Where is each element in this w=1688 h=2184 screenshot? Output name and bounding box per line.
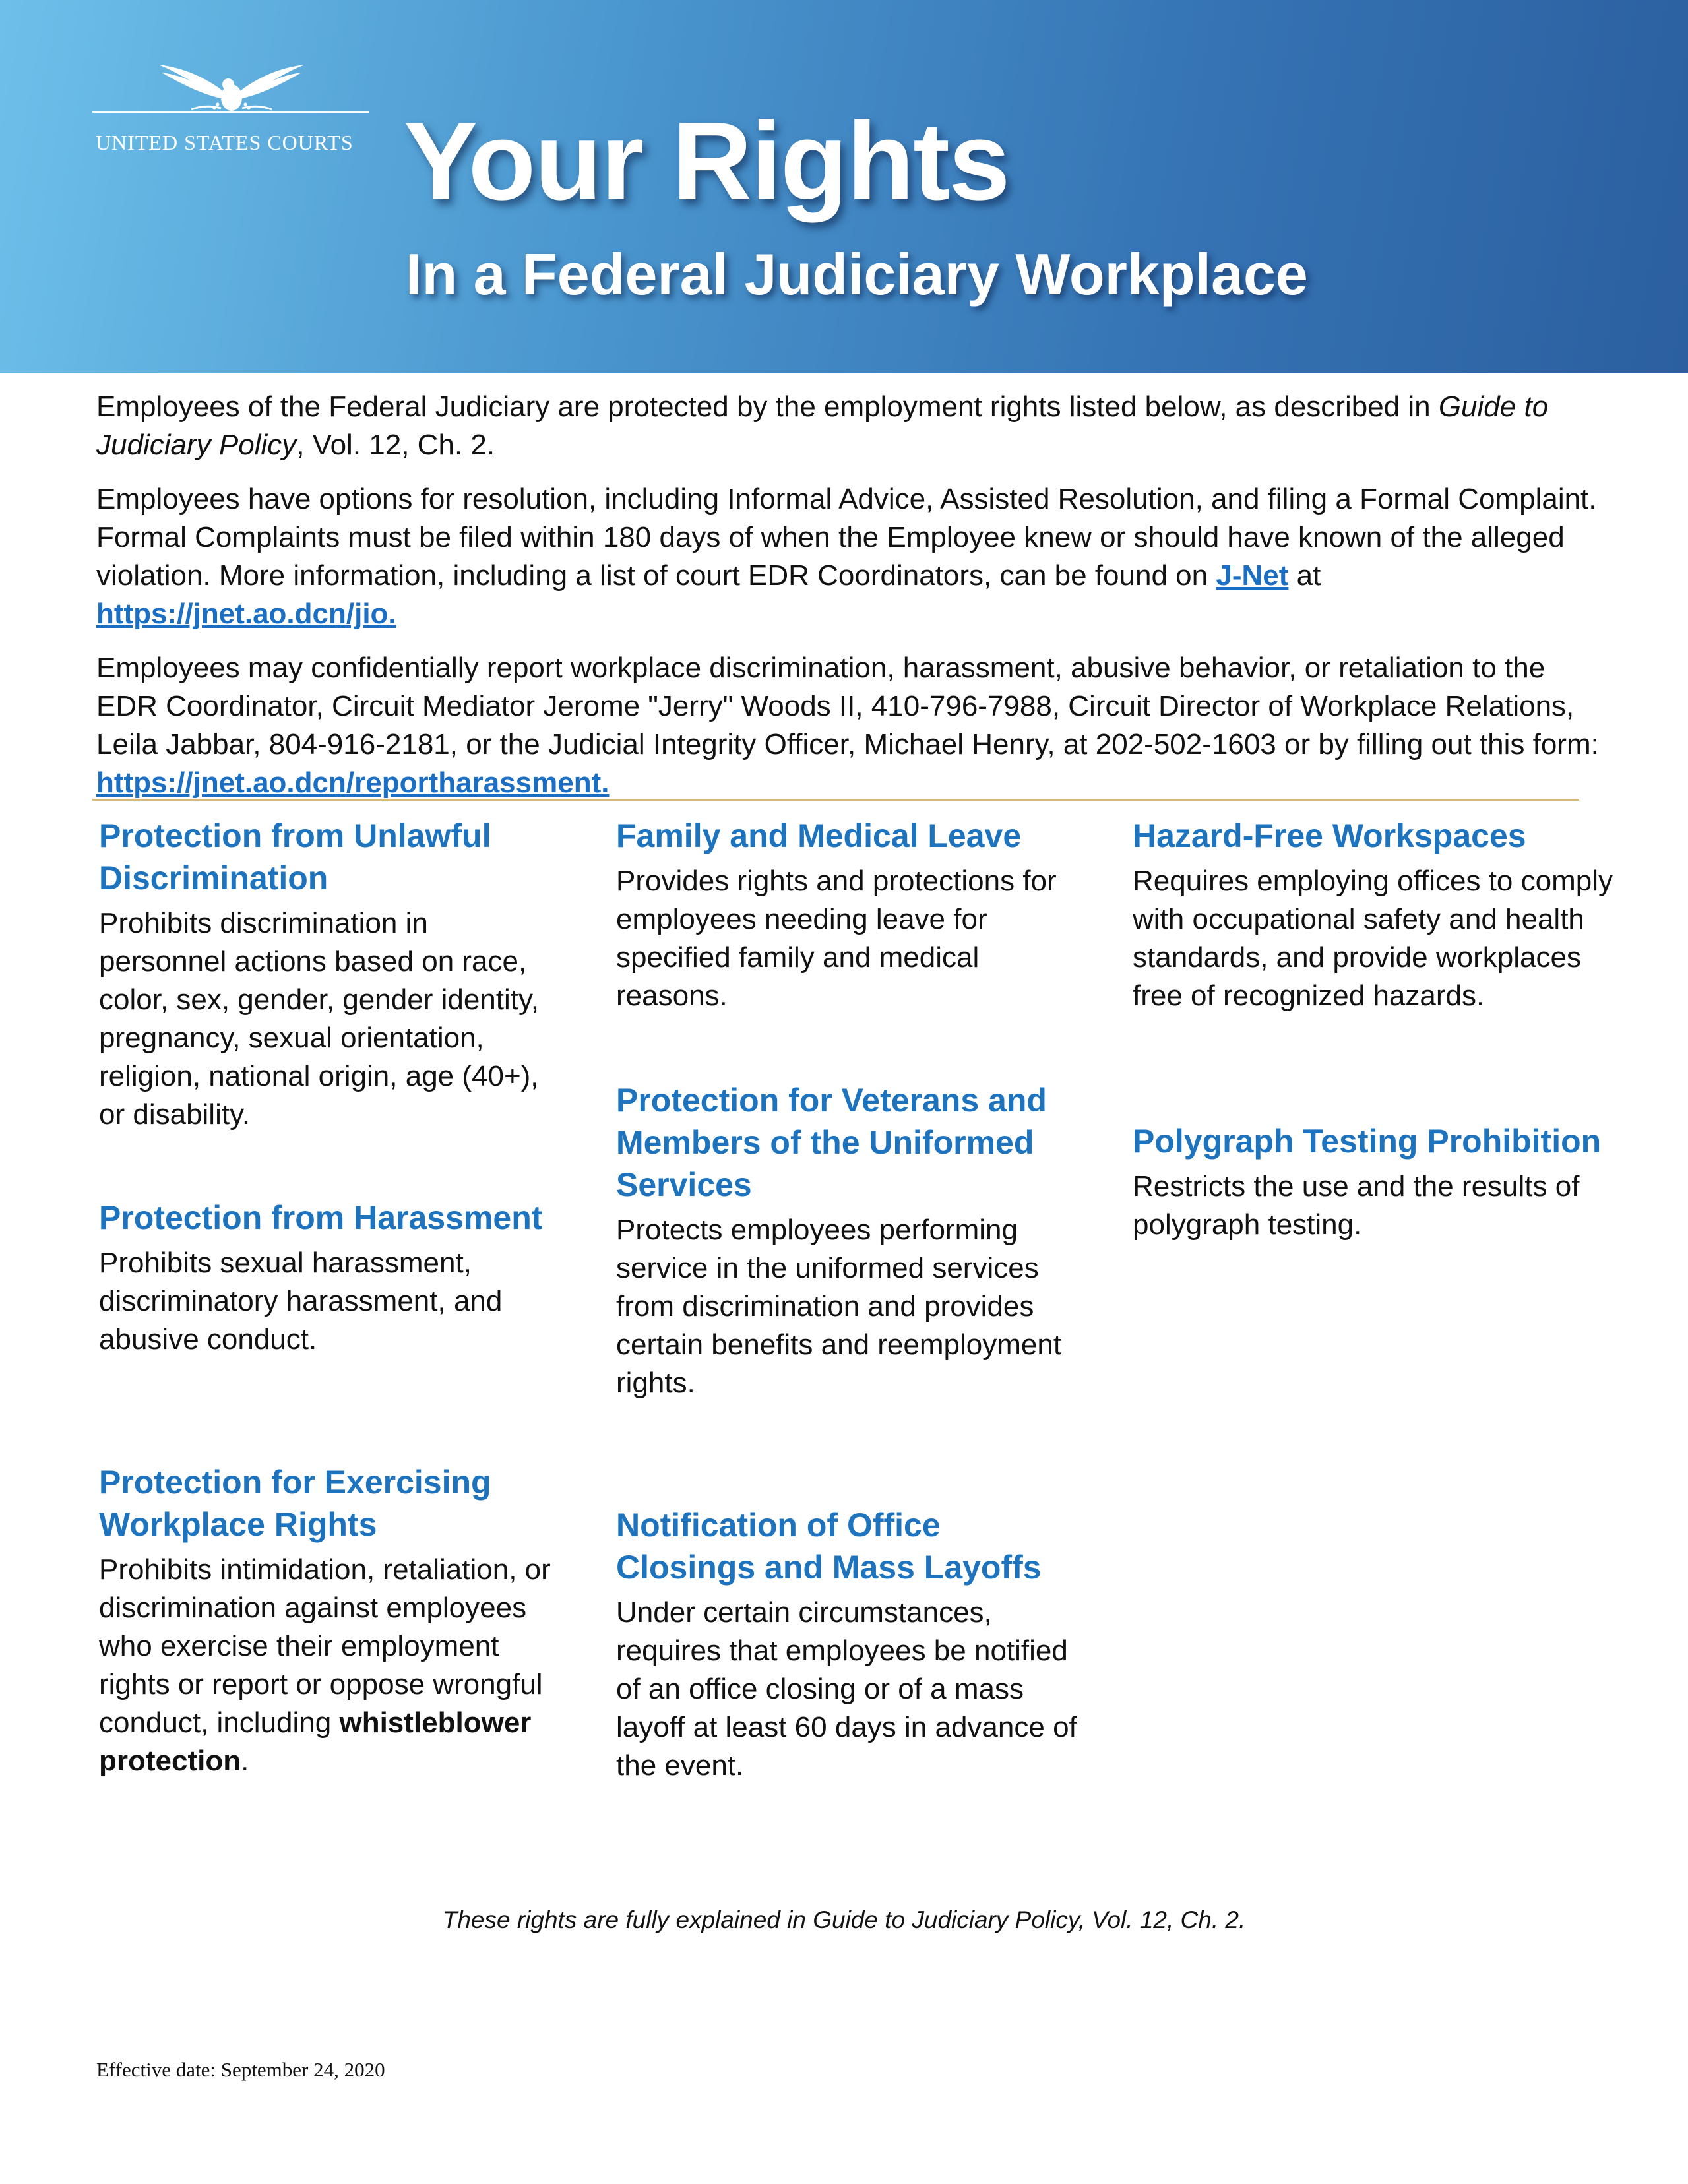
logo-text: UNITED STATES COURTS [96, 131, 354, 154]
section-body: Prohibits sexual harassment, discriminatory harassment, and abusive conduct. [99, 1247, 503, 1356]
intro-paragraph-3 [96, 649, 1613, 802]
section-harassment [99, 1197, 561, 1359]
footer-note: These rights are fully explained in Guide to Judiciary Policy, Vol. 12, Ch. 2. [442, 1906, 1246, 1933]
section-hazard-free [1133, 815, 1614, 1015]
intro-paragraph-1 [96, 388, 1613, 464]
intro-text [96, 388, 1613, 818]
section-heading: Hazard-Free Workspaces [1133, 817, 1526, 854]
section-discrimination [99, 815, 561, 1134]
section-body: Provides rights and protections for employees needing leave for specified family and medical reasons. [616, 865, 1057, 1012]
section-heading: Protection from Unlawful Discrimination [99, 817, 491, 896]
intro-p1-end: , Vol. 12, Ch. 2. [296, 429, 495, 461]
section-office-closings [616, 1504, 1078, 1785]
intro-p2-text: Employees have options for resolution, including Informal Advice, Assisted Resolution, and filing a Formal Complaint. Formal Complaints must be filed within 180 days of when the Employee knew or should have known of the alleged violation. More information, including a list of court EDR Coordinators, can be found on [96, 483, 1597, 592]
page-title: Your Rights [404, 99, 1009, 223]
section-veterans [616, 1079, 1078, 1402]
jio-link[interactable]: https://jnet.ao.dcn/jio. [96, 598, 396, 630]
section-body-end: . [241, 1745, 249, 1777]
section-body: Protects employees performing service in the uniformed services from discrimination and provides certain benefits and reemployment rights. [616, 1214, 1062, 1399]
section-body [99, 1551, 561, 1780]
section-body: Requires employing offices to comply with occupational safety and health standards, and provide workplaces free of recognized hazards. [1133, 865, 1613, 1012]
section-heading: Polygraph Testing Prohibition [1133, 1123, 1602, 1160]
section-family-medical-leave [616, 815, 1078, 1015]
section-body: Restricts the use and the results of polygraph testing. [1133, 1170, 1580, 1241]
section-polygraph [1133, 1120, 1614, 1244]
intro-p2-mid: at [1288, 559, 1321, 592]
guide-reference: Guide to Judiciary Policy [96, 390, 1549, 461]
section-body: Under certain circumstances, requires that employees be notified of an office closing or of a mass layoff at least 60 days in advance of the event. [616, 1596, 1077, 1782]
section-body-text: Prohibits intimidation, retaliation, or discrimination against employees who exercise their employment rights or report or oppose wrongful conduct, including [99, 1553, 551, 1739]
intro-p3-text: Employees may confidentially report workplace discrimination, harassment, abusive behavior, or retaliation to the EDR Coordinator, Circuit Mediator Jerome "Jerry" Woods II, 410-796-7988, Circuit Director of Workplace Relations, Leila Jabbar, 804-916-2181, or the Judicial Integrity Officer, Michael Henry, at 202-502-1603 or by filling out this form: [96, 652, 1599, 761]
section-heading: Protection for Veterans and Members of the Uniformed Services [616, 1082, 1047, 1203]
intro-p1-text: Employees of the Federal Judiciary are protected by the employment rights listed below, as described in [96, 390, 1439, 423]
header-banner [0, 0, 1688, 373]
section-heading: Protection for Exercising Workplace Rights [99, 1464, 491, 1543]
section-exercising-rights [99, 1461, 561, 1780]
whistleblower-emphasis: whistleblower protection [99, 1706, 532, 1777]
section-heading: Protection from Harassment [99, 1199, 543, 1236]
effective-date: Effective date: September 24, 2020 [96, 2058, 385, 2081]
section-heading: Notification of Office Closings and Mass Layoffs [616, 1507, 1042, 1586]
divider [92, 799, 1579, 801]
intro-paragraph-2 [96, 480, 1613, 633]
page-subtitle: In a Federal Judiciary Workplace [406, 241, 1308, 307]
section-body: Prohibits discrimination in personnel actions based on race, color, sex, gender, gender identity, pregnancy, sexual orientation, religion, national origin, age (40+), or disability. [99, 907, 539, 1131]
section-heading: Family and Medical Leave [616, 817, 1022, 854]
jnet-link[interactable]: J-Net [1216, 559, 1289, 592]
report-harassment-link[interactable]: https://jnet.ao.dcn/reportharassment. [96, 766, 610, 799]
